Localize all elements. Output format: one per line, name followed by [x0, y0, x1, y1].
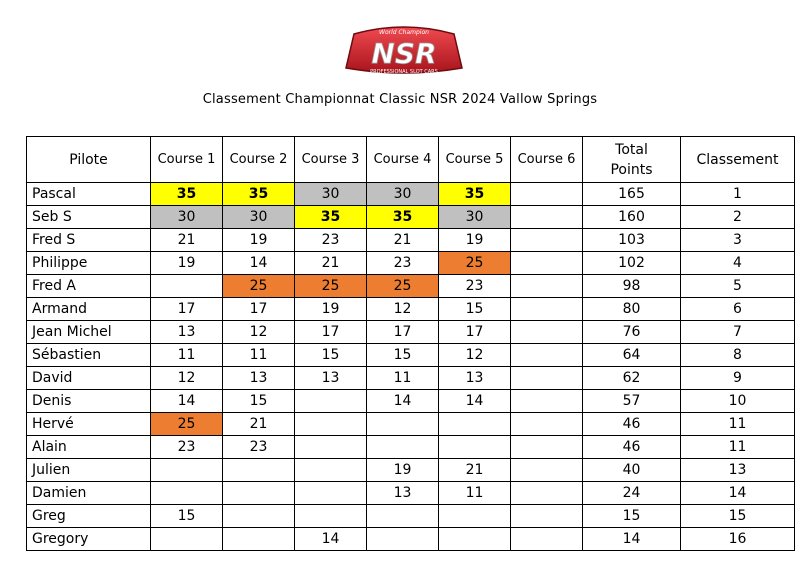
total-points-cell: 46	[583, 436, 681, 459]
course-5-score-cell	[439, 436, 511, 459]
table-row	[27, 298, 795, 321]
course-3-score-cell: 25	[295, 275, 367, 298]
course-1-score-cell: 17	[151, 298, 223, 321]
classement-cell: 2	[681, 206, 795, 229]
course-4-score-cell	[367, 505, 439, 528]
pilot-name-cell: Denis	[27, 390, 151, 413]
course-3-score-cell	[295, 505, 367, 528]
classement-cell: 13	[681, 459, 795, 482]
classement-cell: 11	[681, 436, 795, 459]
pilot-name-cell: David	[27, 367, 151, 390]
course-4-score-cell: 15	[367, 344, 439, 367]
course-2-score-cell: 14	[223, 252, 295, 275]
course-3-score-cell: 14	[295, 528, 367, 551]
standings-table	[26, 136, 795, 551]
pilot-name-cell: Damien	[27, 482, 151, 505]
total-points-cell: 102	[583, 252, 681, 275]
course-3-score-cell: 35	[295, 206, 367, 229]
course-1-score-cell: 14	[151, 390, 223, 413]
course-4-score-cell: 12	[367, 298, 439, 321]
table-row	[27, 528, 795, 551]
total-points-cell: 40	[583, 459, 681, 482]
table-header-row	[27, 137, 795, 183]
course-5-score-cell	[439, 505, 511, 528]
course-2-score-cell: 21	[223, 413, 295, 436]
course-6-score-cell	[511, 344, 583, 367]
pilot-name-cell: Julien	[27, 459, 151, 482]
course-4-score-cell	[367, 528, 439, 551]
course-2-score-cell: 12	[223, 321, 295, 344]
course-4-score-cell	[367, 436, 439, 459]
total-points-cell: 103	[583, 229, 681, 252]
course-4-score-cell: 23	[367, 252, 439, 275]
course-1-score-cell: 30	[151, 206, 223, 229]
header-course-5: Course 5	[439, 137, 511, 183]
course-6-score-cell	[511, 390, 583, 413]
svg-text:NSR: NSR	[371, 37, 437, 70]
total-points-cell: 62	[583, 367, 681, 390]
table-row	[27, 436, 795, 459]
course-3-score-cell	[295, 482, 367, 505]
course-6-score-cell	[511, 505, 583, 528]
table-row	[27, 206, 795, 229]
course-3-score-cell: 21	[295, 252, 367, 275]
course-2-score-cell: 19	[223, 229, 295, 252]
total-points-cell: 80	[583, 298, 681, 321]
table-row	[27, 275, 795, 298]
svg-text:PROFESSIONAL SLOT CARS: PROFESSIONAL SLOT CARS	[370, 69, 438, 75]
table-row	[27, 413, 795, 436]
table-row	[27, 252, 795, 275]
course-3-score-cell: 17	[295, 321, 367, 344]
pilot-name-cell: Alain	[27, 436, 151, 459]
course-4-score-cell: 35	[367, 206, 439, 229]
course-6-score-cell	[511, 436, 583, 459]
classement-cell: 16	[681, 528, 795, 551]
course-3-score-cell	[295, 459, 367, 482]
header-classement: Classement	[681, 137, 795, 183]
header-course-2: Course 2	[223, 137, 295, 183]
table-row	[27, 459, 795, 482]
course-4-score-cell	[367, 413, 439, 436]
table-row	[27, 229, 795, 252]
course-3-score-cell	[295, 413, 367, 436]
course-5-score-cell: 35	[439, 183, 511, 206]
total-points-cell: 64	[583, 344, 681, 367]
course-2-score-cell	[223, 459, 295, 482]
course-6-score-cell	[511, 482, 583, 505]
course-1-score-cell: 11	[151, 344, 223, 367]
course-1-score-cell	[151, 528, 223, 551]
classement-cell: 3	[681, 229, 795, 252]
course-5-score-cell	[439, 528, 511, 551]
table-row	[27, 367, 795, 390]
classement-cell: 14	[681, 482, 795, 505]
course-5-score-cell: 21	[439, 459, 511, 482]
course-1-score-cell: 23	[151, 436, 223, 459]
pilot-name-cell: Gregory	[27, 528, 151, 551]
course-2-score-cell: 23	[223, 436, 295, 459]
course-2-score-cell: 13	[223, 367, 295, 390]
total-points-cell: 15	[583, 505, 681, 528]
table-row	[27, 183, 795, 206]
course-4-score-cell: 14	[367, 390, 439, 413]
classement-cell: 5	[681, 275, 795, 298]
classement-cell: 7	[681, 321, 795, 344]
pilot-name-cell: Hervé	[27, 413, 151, 436]
course-5-score-cell: 12	[439, 344, 511, 367]
course-5-score-cell: 25	[439, 252, 511, 275]
course-4-score-cell: 25	[367, 275, 439, 298]
course-4-score-cell: 13	[367, 482, 439, 505]
classement-cell: 11	[681, 413, 795, 436]
pilot-name-cell: Fred A	[27, 275, 151, 298]
classement-cell: 15	[681, 505, 795, 528]
total-points-cell: 160	[583, 206, 681, 229]
nsr-logo	[338, 22, 470, 82]
course-6-score-cell	[511, 298, 583, 321]
header-course-3: Course 3	[295, 137, 367, 183]
total-points-cell: 98	[583, 275, 681, 298]
course-3-score-cell: 19	[295, 298, 367, 321]
course-1-score-cell	[151, 459, 223, 482]
course-5-score-cell: 19	[439, 229, 511, 252]
course-2-score-cell: 15	[223, 390, 295, 413]
course-5-score-cell: 13	[439, 367, 511, 390]
total-points-cell: 57	[583, 390, 681, 413]
classement-cell: 1	[681, 183, 795, 206]
course-5-score-cell	[439, 413, 511, 436]
pilot-name-cell: Pascal	[27, 183, 151, 206]
course-2-score-cell	[223, 528, 295, 551]
total-points-cell: 24	[583, 482, 681, 505]
course-5-score-cell: 30	[439, 206, 511, 229]
course-4-score-cell: 11	[367, 367, 439, 390]
course-3-score-cell: 23	[295, 229, 367, 252]
header-course-1: Course 1	[151, 137, 223, 183]
course-6-score-cell	[511, 183, 583, 206]
course-2-score-cell	[223, 482, 295, 505]
course-5-score-cell: 11	[439, 482, 511, 505]
classement-cell: 4	[681, 252, 795, 275]
pilot-name-cell: Seb S	[27, 206, 151, 229]
course-2-score-cell	[223, 505, 295, 528]
course-3-score-cell: 13	[295, 367, 367, 390]
course-1-score-cell: 12	[151, 367, 223, 390]
course-6-score-cell	[511, 252, 583, 275]
total-points-cell: 14	[583, 528, 681, 551]
table-row	[27, 344, 795, 367]
course-5-score-cell: 14	[439, 390, 511, 413]
course-2-score-cell: 11	[223, 344, 295, 367]
course-2-score-cell: 17	[223, 298, 295, 321]
header-total-points: Total Points	[583, 137, 681, 183]
classement-cell: 9	[681, 367, 795, 390]
course-3-score-cell	[295, 390, 367, 413]
course-6-score-cell	[511, 321, 583, 344]
course-1-score-cell: 15	[151, 505, 223, 528]
course-6-score-cell	[511, 413, 583, 436]
pilot-name-cell: Philippe	[27, 252, 151, 275]
course-4-score-cell: 17	[367, 321, 439, 344]
table-row	[27, 321, 795, 344]
course-5-score-cell: 17	[439, 321, 511, 344]
svg-text:World Champion: World Champion	[379, 29, 429, 36]
course-5-score-cell: 23	[439, 275, 511, 298]
course-3-score-cell: 30	[295, 183, 367, 206]
course-1-score-cell	[151, 482, 223, 505]
header-pilote: Pilote	[27, 137, 151, 183]
course-6-score-cell	[511, 367, 583, 390]
table-row	[27, 390, 795, 413]
table-row	[27, 482, 795, 505]
pilot-name-cell: Jean Michel	[27, 321, 151, 344]
course-6-score-cell	[511, 275, 583, 298]
course-1-score-cell	[151, 275, 223, 298]
pilot-name-cell: Greg	[27, 505, 151, 528]
pilot-name-cell: Fred S	[27, 229, 151, 252]
classement-cell: 8	[681, 344, 795, 367]
standings-body	[27, 183, 795, 551]
course-2-score-cell: 30	[223, 206, 295, 229]
pilot-name-cell: Sébastien	[27, 344, 151, 367]
header-course-6: Course 6	[511, 137, 583, 183]
total-points-cell: 46	[583, 413, 681, 436]
course-1-score-cell: 21	[151, 229, 223, 252]
course-1-score-cell: 35	[151, 183, 223, 206]
classement-cell: 6	[681, 298, 795, 321]
classement-cell: 10	[681, 390, 795, 413]
course-3-score-cell: 15	[295, 344, 367, 367]
course-1-score-cell: 13	[151, 321, 223, 344]
course-5-score-cell: 15	[439, 298, 511, 321]
header-course-4: Course 4	[367, 137, 439, 183]
course-6-score-cell	[511, 229, 583, 252]
page-title: Classement Championnat Classic NSR 2024 Vallow Springs	[202, 92, 598, 107]
total-points-cell: 76	[583, 321, 681, 344]
course-4-score-cell: 21	[367, 229, 439, 252]
course-6-score-cell	[511, 459, 583, 482]
course-2-score-cell: 25	[223, 275, 295, 298]
course-4-score-cell: 19	[367, 459, 439, 482]
table-row	[27, 505, 795, 528]
course-1-score-cell: 19	[151, 252, 223, 275]
course-6-score-cell	[511, 206, 583, 229]
pilot-name-cell: Armand	[27, 298, 151, 321]
course-2-score-cell: 35	[223, 183, 295, 206]
course-3-score-cell	[295, 436, 367, 459]
course-6-score-cell	[511, 528, 583, 551]
course-1-score-cell: 25	[151, 413, 223, 436]
total-points-cell: 165	[583, 183, 681, 206]
course-4-score-cell: 30	[367, 183, 439, 206]
